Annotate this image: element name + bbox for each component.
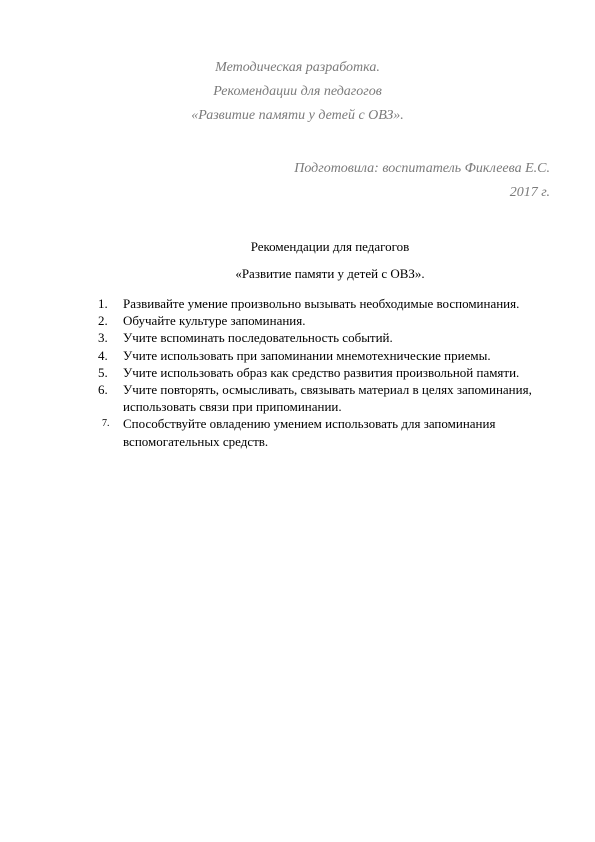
list-item-text: Способствуйте овладению умением использовать для запоминания вспомогательных средств. — [123, 416, 496, 449]
list-item-number: 3. — [98, 330, 108, 346]
list-item-number: 7. — [102, 418, 110, 430]
year-line: 2017 г. — [509, 185, 550, 200]
list-item — [98, 312, 558, 329]
list-item — [98, 295, 558, 312]
intro-line-1: Методическая разработка. — [215, 60, 380, 75]
list-item-text: Учите использовать образ как средство развития произвольной памяти. — [123, 364, 520, 380]
recommendations-list — [98, 295, 558, 450]
section-subtitle: «Развитие памяти у детей с ОВЗ». — [235, 266, 425, 281]
section-title: Рекомендации для педагогов — [250, 239, 410, 254]
list-item — [98, 329, 558, 346]
intro-line-3: «Развитие памяти у детей с ОВЗ». — [191, 108, 404, 123]
author-line: Подготовила: воспитатель Фиклеева Е.С. — [294, 161, 550, 176]
list-item-text: Обучайте культуре запоминания. — [123, 313, 306, 329]
list-item-text: Учите вспоминать последовательность событий. — [123, 330, 393, 346]
list-item-number: 1. — [98, 296, 108, 311]
list-item-number: 5. — [98, 364, 108, 380]
list-item — [98, 415, 558, 449]
list-item — [98, 347, 558, 364]
list-item-number: 6. — [98, 382, 108, 398]
list-item-number: 2. — [98, 313, 108, 329]
list-item-text: Учите повторять, осмысливать, связывать материал в целях запоминания, использовать связи при припоминании. — [123, 382, 532, 415]
list-item — [98, 364, 558, 381]
list-item-text: Развивайте умение произвольно вызывать необходимые воспоминания. — [123, 296, 520, 311]
list-item-text: Учите использовать при запоминании мнемотехнические приемы. — [123, 347, 491, 363]
list-item — [98, 381, 558, 415]
list-item-number: 4. — [98, 347, 108, 363]
intro-line-2: Рекомендации для педагогов — [213, 84, 382, 99]
